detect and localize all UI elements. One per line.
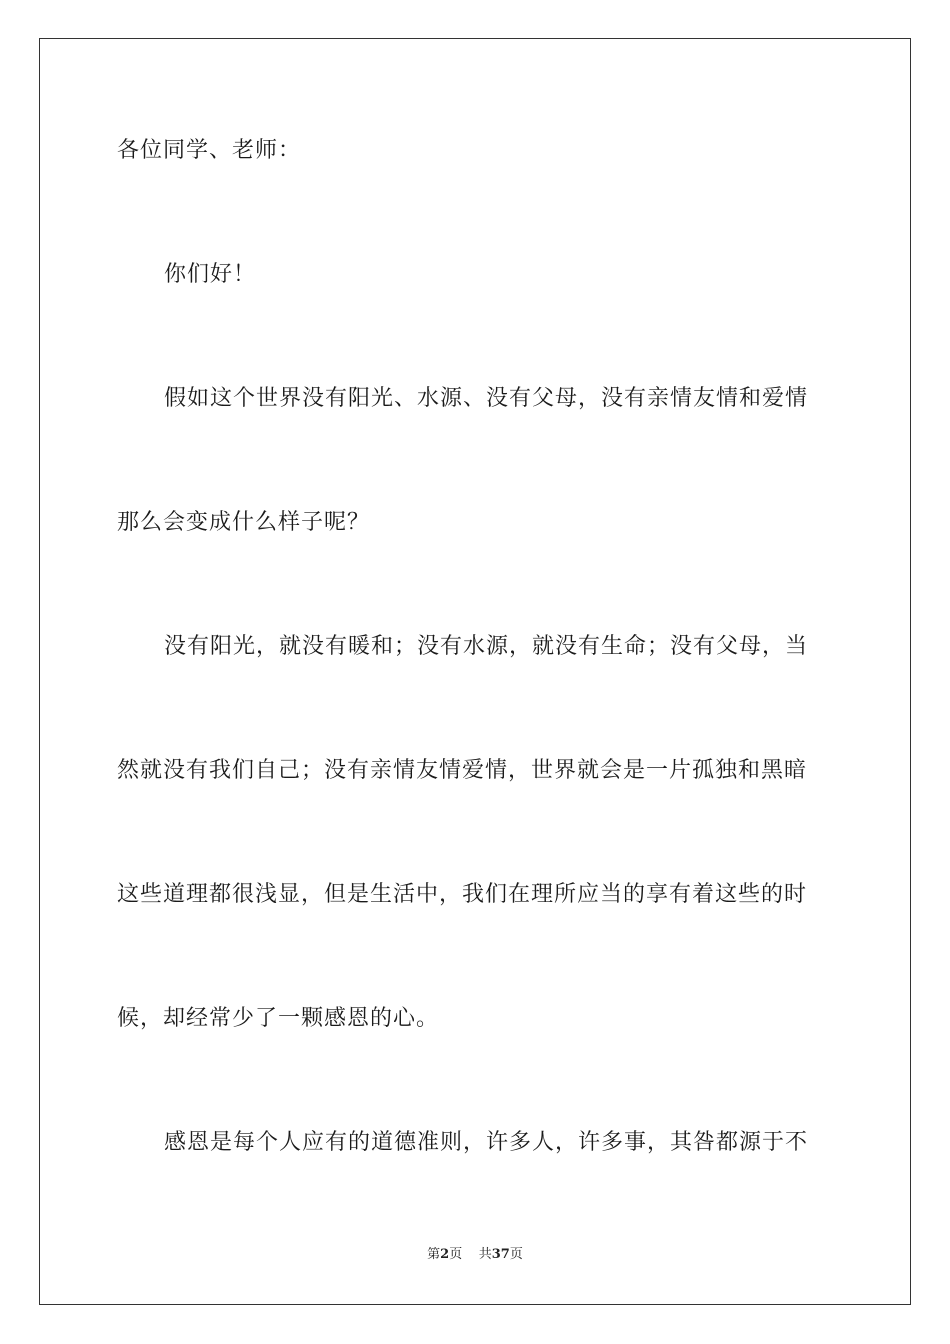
page-number: 2: [440, 1247, 450, 1262]
paragraph-line: 假如这个世界没有阳光、水源、没有父母，没有亲情友情和爱情: [164, 386, 809, 411]
paragraph-line: 那么会变成什么样子呢？: [117, 510, 371, 535]
paragraph-line: 这些道理都很浅显，但是生活中，我们在理所应当的享有着这些的时: [117, 882, 808, 907]
page-footer: [0, 1246, 950, 1264]
total-label-suffix: 页: [509, 1247, 523, 1262]
page-label-suffix: 页: [449, 1247, 463, 1262]
paragraph-line: 感恩是每个人应有的道德准则，许多人，许多事，其咎都源于不: [164, 1130, 809, 1155]
paragraph-line: 没有阳光，就没有暖和；没有水源，就没有生命；没有父母，当: [164, 634, 809, 659]
page-border: [39, 38, 911, 1305]
paragraph-line: 然就没有我们自己；没有亲情友情爱情，世界就会是一片孤独和黑暗: [117, 758, 808, 783]
page-label-prefix: 第: [427, 1247, 441, 1262]
total-pages: 37: [491, 1247, 510, 1262]
salutation-line: 各位同学、老师：: [117, 138, 302, 163]
paragraph-line: 候，却经常少了一颗感恩的心。: [117, 1006, 440, 1031]
greeting-line: 你们好！: [164, 262, 257, 287]
total-label-prefix: 共: [478, 1247, 492, 1262]
